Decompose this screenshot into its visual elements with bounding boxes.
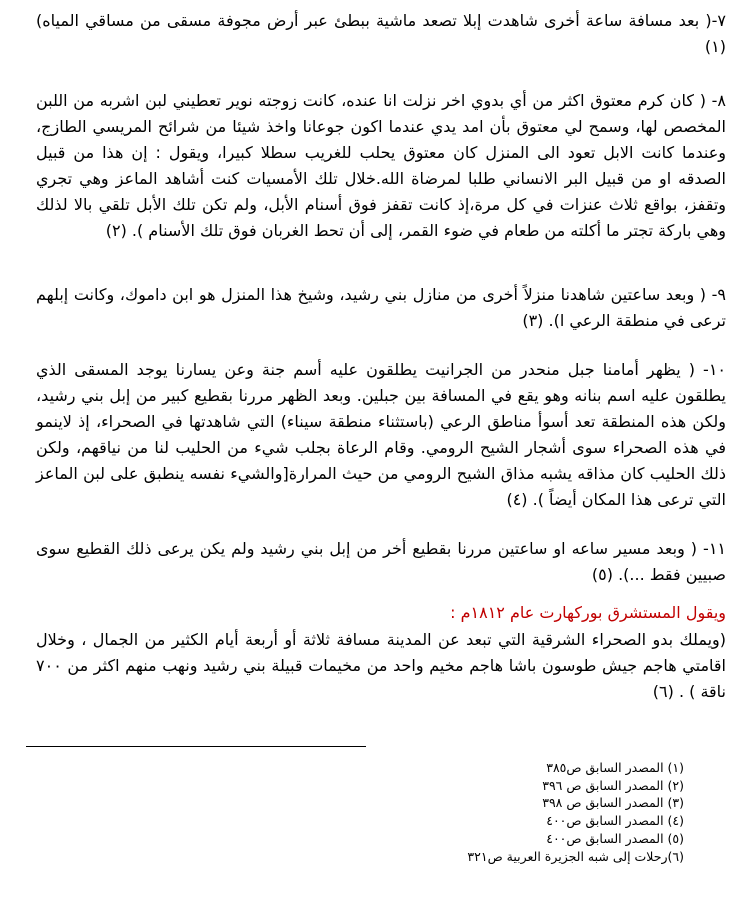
footnote-item: (٢) المصدر السابق ص ٣٩٦ — [542, 777, 684, 793]
footnote-item: (٣) المصدر السابق ص ٣٩٨ — [542, 795, 684, 811]
paragraph-10: ١٠- ( يظهر أمامنا جبل منحدر من الجرانيت يطلقون عليه أسم جنة وعن يسارنا يوجد المسقى الذي يطلقون عليه اسم بنانه وهو يقع في المسافة بين جبلين. وبعد الظهر مررنا بقطيع كبير من إبل بني رشيد، ولكن هذه المنطقة تعد أسوأ مناطق الرعي (باستثناء منطقة سيناء) التي شاهدتها في الصحراء، إذ لاينمو في هذه الصحراء سوى أشجار الشيح الرومي. وقام الرعاة بجلب شيء من الحليب لنا من نياقهم، ولكن ذلك الحليب كان مذاقه يشبه مذاق الشيح الرومي من حيث المرارة[والشيء نفسه ينطبق على لبن الماعز التي ترعى هذا المكان أيضاً ). (٤) — [36, 360, 726, 509]
burckhardt-heading: ويقول المستشرق بوركهارت عام ١٨١٢م : — [450, 603, 726, 622]
footnote-item: (٤) المصدر السابق ص٤٠٠ — [546, 813, 684, 829]
footnote-item: (١) المصدر السابق ص٣٨٥ — [546, 760, 684, 775]
paragraph-9: ٩- ( وبعد ساعتين شاهدنا منزلاً أخرى من منازل بني رشيد، وشيخ هذا المنزل هو ابن داموك، وكانت إبلهم ترعى في منطقة الرعي ا). (٣) — [36, 285, 726, 330]
footnote-item: (٥) المصدر السابق ص٤٠٠ — [546, 830, 684, 846]
footnotes-list — [467, 759, 684, 865]
paragraph-7: ٧-( بعد مسافة ساعة أخرى شاهدت إبلا تصعد ماشية ببطئ عبر أرض مجوفة مسقى من مساقي المياه) (١) — [36, 11, 726, 56]
paragraph-11: ١١- ( وبعد مسير ساعه او ساعتين مررنا بقطيع أخر من إبل بني رشيد ولم يكن يرعى ذلك القطيع سوى صبيين فقط ...). (٥) — [36, 539, 726, 584]
paragraph-8: ٨- ( كان كرم معتوق اكثر من أي بدوي اخر نزلت انا عنده، كانت زوجته نوير تعطيني لبن اشربه من اللبن المخصص لها، وسمح لي معتوق بأن امد يدي عندما اكون جوعانا واخذ شيئا من شرائح المريسي الطازج، وعندما كانت الابل تعود الى المنزل كان معتوق يحلب للغريب سطلا كبيرا، ويقول : إن هذا من قبيل الصدقه او من قبيل البر الانساني طلبا لمرضاة الله.خلال تلك الأمسيات كنت أشاهد الماعز وهي تجري وتقفز، بواقع ثلاث عنزات في كل مرة،إذ كانت تقفز فوق أسنام الأبل، ولم تكن تلك الأبل تلقي بالا لذلك وهي باركة تجتر ما أكلته من طعام في ضوء القمر، إلى أن تحط الغربان فوق تلك الأسنام ). (٢) — [36, 91, 726, 240]
burckhardt-quote: (ويملك بدو الصحراء الشرقية التي تبعد عن المدينة مسافة ثلاثة أو أربعة أيام الكثير من الجمال ، وخلال اقامتي هاجم جيش طوسون باشا هاجم مخيم واحد من مخيمات قبيلة بني رشيد ونهب منهم اكثر من ٧٠٠ ناقة ) . (٦) — [36, 630, 726, 701]
footnote-item: (٦)رحلات إلى شبه الجزيرة العربية ص٣٢١ — [467, 848, 684, 864]
footnote-divider — [26, 746, 366, 747]
